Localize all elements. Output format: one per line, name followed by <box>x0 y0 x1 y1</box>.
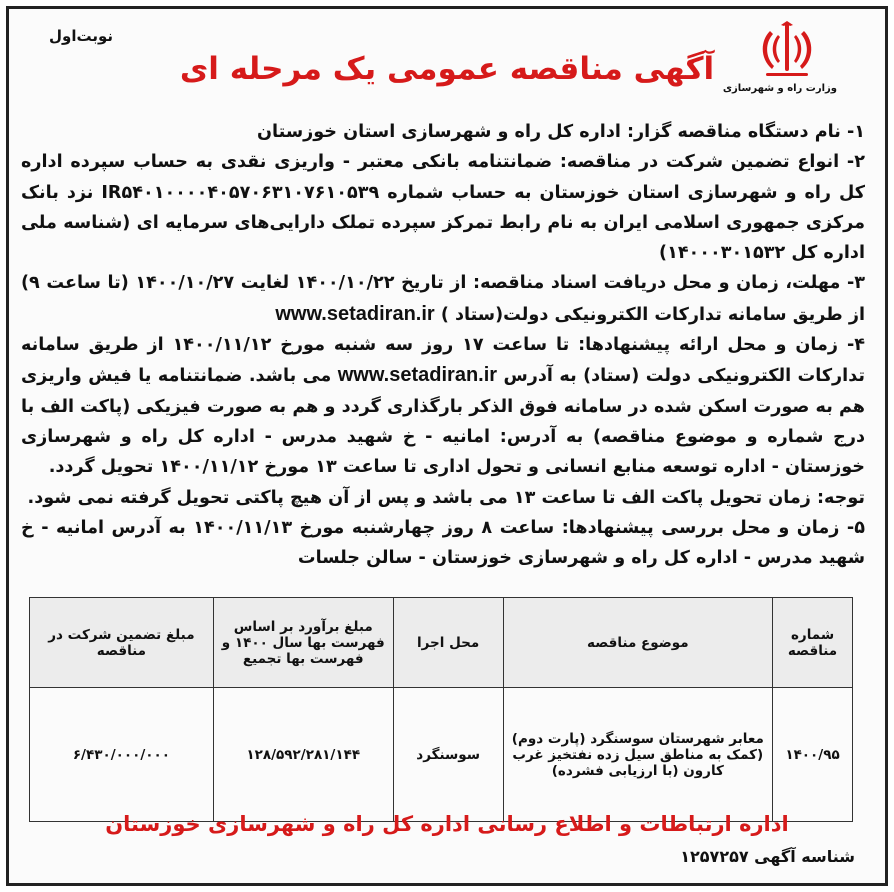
ad-identifier: شناسه آگهی ۱۲۵۷۲۵۷ <box>680 847 855 866</box>
cell-tender-subject: معابر شهرستان سوسنگرد (پارت دوم) (کمک به مناطق سیل زده نفتخیز غرب کارون (با ارزیابی فشرده) <box>503 688 772 822</box>
announcement-frame <box>6 6 888 886</box>
cell-estimate: ۱۲۸/۵۹۲/۲۸۱/۱۴۴ <box>213 688 393 822</box>
cell-tender-number: ۱۴۰۰/۹۵ <box>773 688 853 822</box>
announcement-body <box>21 117 865 573</box>
clause-4-text-b: می باشد. ضمانتنامه یا فیش واریزی هم به صورت اسکن شده در سامانه فوق الذکر بارگذاری گردد و هم به صورت فیزیکی (پاکت الف با درج شماره و موضوع مناقصه) به آدرس: امانیه - خ شهید مدرس - اداره کل راه و شهرسازی خوزستان - اداره توسعه منابع انسانی و تحول اداری تا ساعت ۱۳ مورخ ۱۴۰۰/۱۱/۱۲ تحویل گردد. <box>21 366 865 478</box>
header-estimate: مبلغ برآورد بر اساس فهرست بها سال ۱۴۰۰ و فهرست بها تجمیع <box>213 598 393 688</box>
header-tender-subject: موضوع مناقصه <box>503 598 772 688</box>
publication-turn: نوبت‌اول <box>49 27 114 45</box>
header-location: محل اجرا <box>393 598 503 688</box>
header-tender-number: شماره مناقصه <box>773 598 853 688</box>
setad-link[interactable]: www.setadiran.ir <box>275 302 435 325</box>
clause-1: ۱- نام دستگاه مناقصه گزار: اداره کل راه و شهرسازی استان خوزستان <box>257 122 865 142</box>
clause-4-text-a: ۴- زمان و محل ارائه پیشنهادها: تا ساعت ۱۷ روز سه شنبه مورخ ۱۴۰۰/۱۱/۱۲ از طریق سامانه تدارکات الکترونیکی دولت (ستاد) به آدرس <box>21 335 866 387</box>
footer-department: اداره ارتباطات و اطلاع رسانی اداره کل راه و شهرسازی خوزستان <box>105 812 789 836</box>
tender-table <box>29 597 853 822</box>
ministry-caption: وزارت راه و شهرسازی <box>722 83 837 94</box>
clause-3-text: ۳- مهلت، زمان و محل دریافت اسناد مناقصه: از تاریخ ۱۴۰۰/۱۰/۲۲ لغایت ۱۴۰۰/۱۰/۲۷ (تا ساعت ۹) از طریق سامانه تدارکات الکترونیکی دولت(ستاد ) <box>21 273 866 325</box>
clause-5: ۵- زمان و محل بررسی پیشنهادها: ساعت ۸ روز چهارشنبه مورخ ۱۴۰۰/۱۱/۱۳ به آدرس امانیه - خ شهید مدرس - اداره کل راه و شهرسازی خوزستان - سالن جلسات <box>21 517 865 569</box>
clause-3 <box>21 268 865 330</box>
table-header-row <box>30 598 853 688</box>
clause-4 <box>21 330 865 482</box>
cell-guarantee: ۶/۴۳۰/۰۰۰/۰۰۰ <box>30 688 214 822</box>
cell-location: سوسنگرد <box>393 688 503 822</box>
table-row <box>30 688 853 822</box>
setad-link-2[interactable]: www.setadiran.ir <box>337 364 498 387</box>
clause-2: ۲- انواع تضمین شرکت در مناقصه: ضمانتنامه بانکی معتبر - واریزی نقدی به حساب سپرده اداره کل راه و شهرسازی استان خوزستان به حساب شماره IR۵۴۰۱۰۰۰۰۴۰۵۷۰۶۳۱۰۷۶۱۰۵۳۹ نزد بانک مرکزی جمهوری اسلامی ایران به نام رابط تمرکز سپرده تملک دارایی‌های سرمایه ای (شناسه ملی اداره کل ۱۴۰۰۰۳۰۱۵۳۲) <box>21 152 865 264</box>
note: توجه: زمان تحویل پاکت الف تا ساعت ۱۳ می باشد و پس از آن هیچ پاکتی تحویل گرفته نمی شود. <box>27 487 865 508</box>
header-guarantee: مبلغ تضمین شرکت در مناقصه <box>30 598 214 688</box>
page-title: آگهی مناقصه عمومی یک مرحله ای <box>179 51 715 87</box>
